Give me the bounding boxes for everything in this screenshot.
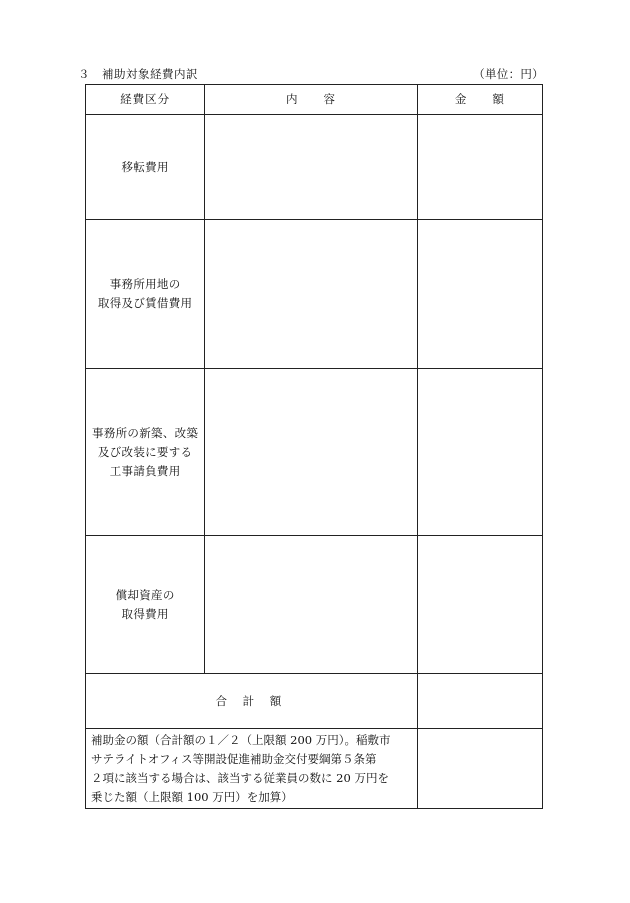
category-relocation: 移転費用 — [86, 115, 205, 220]
category-depreciable-assets: 償却資産の 取得費用 — [86, 536, 205, 674]
table-row — [86, 369, 543, 536]
content-cell-depreciable-assets[interactable] — [205, 536, 417, 674]
subsidy-line-2: サテライトオフィス等開設促進補助金交付要綱第５条第 — [91, 751, 377, 766]
table-header-row — [86, 85, 543, 115]
category-land: 事務所用地の 取得及び賃借費用 — [86, 220, 205, 369]
amount-cell-land[interactable] — [417, 220, 542, 369]
table-row — [86, 536, 543, 674]
expense-breakdown-table — [85, 84, 543, 809]
table-row — [86, 220, 543, 369]
content-cell-relocation[interactable] — [205, 115, 417, 220]
subsidy-row — [86, 729, 543, 809]
total-amount-cell[interactable] — [417, 674, 542, 729]
section-heading: ３ 補助対象経費内訳 — [78, 67, 198, 81]
subsidy-amount-cell[interactable] — [417, 729, 542, 809]
content-cell-land[interactable] — [205, 220, 417, 369]
subsidy-line-3: ２項に該当する場合は、該当する従業員の数に 20 万円を — [91, 770, 389, 785]
header-content: 内 容 — [205, 85, 417, 115]
content-cell-construction[interactable] — [205, 369, 417, 536]
subsidy-description — [86, 729, 418, 809]
category-construction: 事務所の新築、改築 及び改装に要する 工事請負費用 — [86, 369, 205, 536]
header-category: 経費区分 — [86, 85, 205, 115]
subsidy-line-4: 乗じた額（上限額 100 万円）を加算） — [91, 789, 293, 804]
total-row — [86, 674, 543, 729]
table-row — [86, 115, 543, 220]
amount-cell-construction[interactable] — [417, 369, 542, 536]
header-amount: 金 額 — [417, 85, 542, 115]
amount-cell-depreciable-assets[interactable] — [417, 536, 542, 674]
total-label: 合 計 額 — [86, 674, 418, 729]
unit-label: （単位：円） — [473, 67, 544, 81]
amount-cell-relocation[interactable] — [417, 115, 542, 220]
subsidy-line-1: 補助金の額（合計額の１／２（上限額 200 万円）。稲敷市 — [91, 732, 391, 747]
